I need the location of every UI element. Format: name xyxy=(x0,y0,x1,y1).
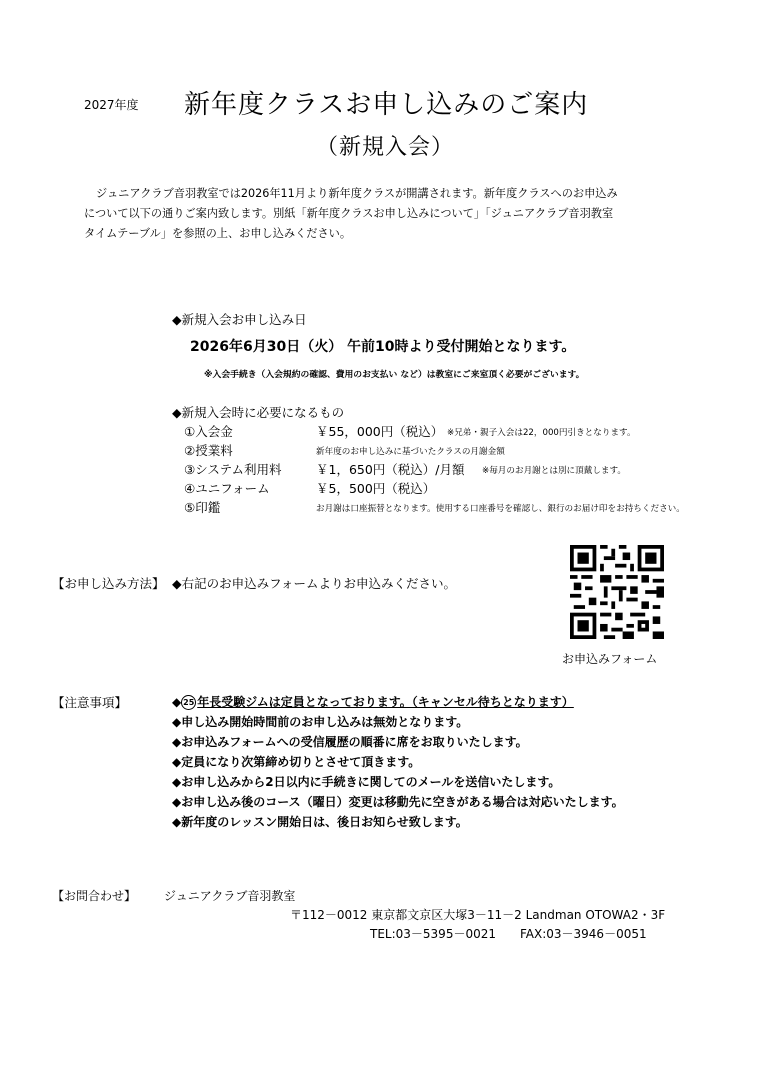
requirement-label: ④ユニフォーム xyxy=(184,481,270,496)
application-date-heading: ◆新規入会お申し込み日 xyxy=(172,312,307,327)
page-title: 新年度クラスお申し込みのご案内 xyxy=(184,90,589,120)
number-badge: 25 xyxy=(181,695,196,710)
page-subtitle: （新規入会） xyxy=(316,135,455,160)
requirement-label: ⑤印鑑 xyxy=(184,500,221,515)
intro-line: タイムテーブル」を参照の上、お申し込みください。 xyxy=(84,227,352,240)
qr-code-icon[interactable] xyxy=(570,545,664,639)
requirement-note: 新年度のお申し込みに基づいたクラスの月謝金額 xyxy=(316,447,505,457)
requirement-note: お月謝は口座振替となります。使用する口座番号を確認し、銀行のお届け印をお持ちください。 xyxy=(316,504,685,514)
note-text: 年長受験ジムは定員となっております。（キャンセル待ちとなります） xyxy=(197,695,574,709)
application-date: 2026年6月30日（火） 午前10時より受付開始となります。 xyxy=(190,339,576,355)
contact-address: 〒112－0012 東京都文京区大塚3－11－2 Landman OTOWA2・3F xyxy=(290,908,666,922)
note-item: ◆お申し込みから2日以内に手続きに関してのメールを送信いたします。 xyxy=(172,775,561,789)
requirement-note: ※毎月のお月謝とは別に頂戴します。 xyxy=(482,466,627,476)
intro-line: ジュニアクラブ音羽教室では2026年11月より新年度クラスが開講されます。新年度クラスへのお申込み xyxy=(96,187,618,200)
year-label: 2027年度 xyxy=(84,98,139,112)
note-item xyxy=(172,693,574,710)
note-item: ◆新年度のレッスン開始日は、後日お知らせ致します。 xyxy=(172,815,468,829)
diamond-icon: ◆ xyxy=(172,695,182,709)
requirement-value: ￥1，650円（税込）/月額 xyxy=(316,462,465,477)
requirement-label: ②授業料 xyxy=(184,443,233,458)
contact-name: ジュニアクラブ音羽教室 xyxy=(164,889,296,903)
note-item: ◆お申し込み後のコース（曜日）変更は移動先に空きがある場合は対応いたします。 xyxy=(172,795,624,809)
method-text: ◆右記のお申込みフォームよりお申込みください。 xyxy=(172,576,456,591)
qr-label: お申込みフォーム xyxy=(562,652,658,666)
notes-label: 【注意事項】 xyxy=(52,695,128,710)
note-item: ◆定員になり次第締め切りとさせて頂きます。 xyxy=(172,755,421,769)
requirement-value: ￥5，500円（税込） xyxy=(316,481,436,496)
note-item: ◆お申込みフォームへの受信履歴の順番に席をお取りいたします。 xyxy=(172,735,528,749)
requirements-heading: ◆新規入会時に必要になるもの xyxy=(172,405,345,420)
requirement-label: ③システム利用料 xyxy=(184,462,282,477)
contact-phone: TEL:03－5395－0021 FAX:03－3946－0051 xyxy=(370,927,647,941)
method-label: 【お申し込み方法】 xyxy=(52,576,165,591)
application-note: ※入会手続き（入会規約の確認、費用のお支払い など）は教室にご来室頂く必要がございます。 xyxy=(204,370,585,380)
note-item: ◆申し込み開始時間前のお申し込みは無効となります。 xyxy=(172,715,469,729)
intro-paragraph xyxy=(84,184,704,244)
intro-line: について以下の通りご案内致します。別紙「新年度クラスお申し込みについて」「ジュニアクラブ音羽教室 xyxy=(84,207,614,220)
requirement-note: ※兄弟・親子入会は22，000円引きとなります。 xyxy=(447,428,636,438)
requirement-label: ①入会金 xyxy=(184,424,233,439)
contact-label: 【お問合わせ】 xyxy=(52,889,137,903)
requirement-value: ￥55，000円（税込） xyxy=(316,424,444,439)
